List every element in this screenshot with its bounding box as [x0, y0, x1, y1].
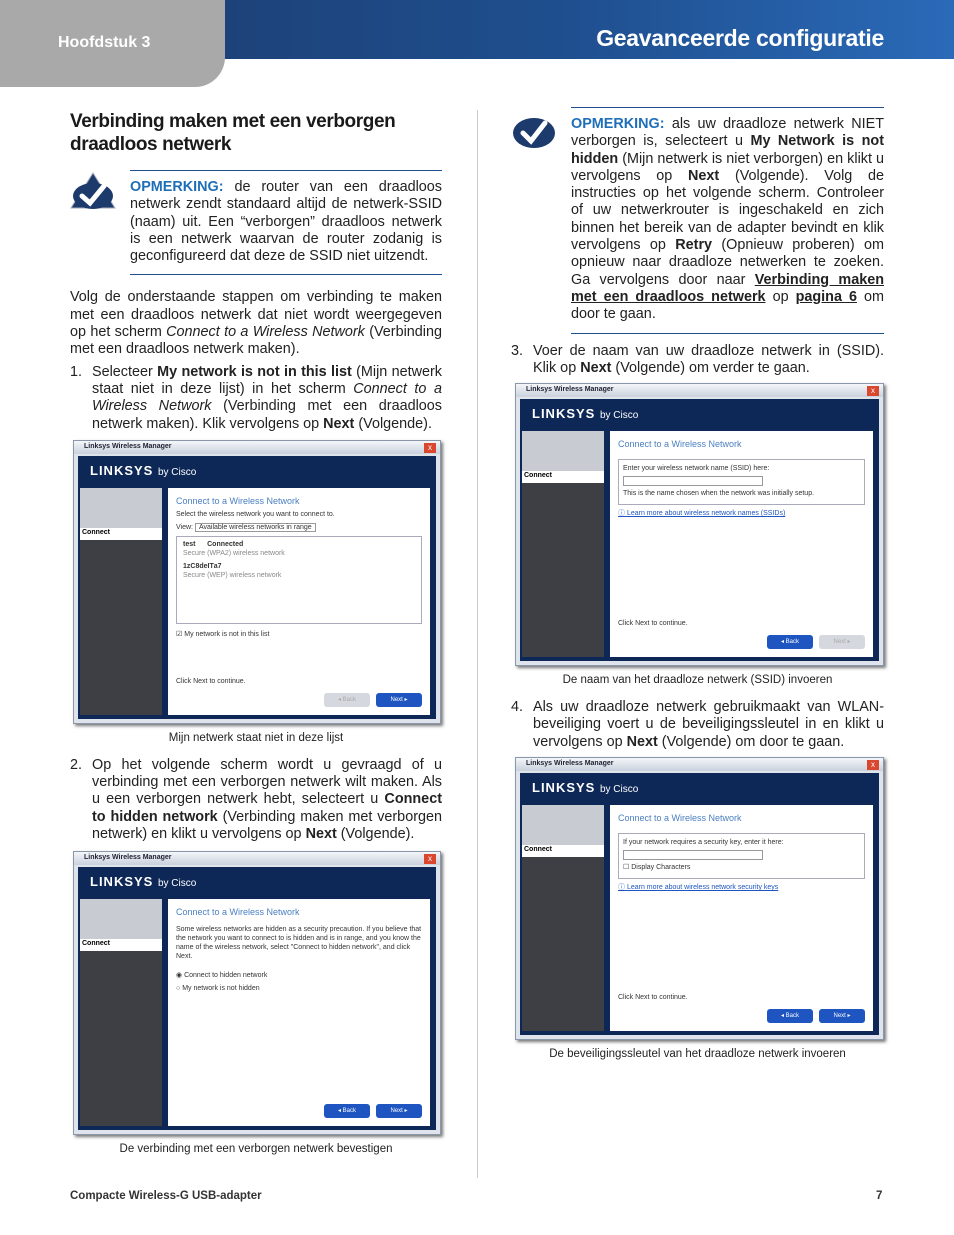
next-button[interactable]: Next ▸	[819, 1009, 865, 1023]
screen-instruction: Select the wireless network you want to connect to.	[176, 510, 335, 518]
network-security: Secure (WEP) wireless network	[183, 571, 282, 579]
window-titlebar: Linksys Wireless Manager	[74, 852, 440, 865]
note-text: (Mijn netwerk is niet verborgen) en klikt u vervolgens op	[571, 150, 884, 184]
page-title: Geavanceerde configuratie	[596, 25, 884, 51]
close-icon[interactable]: x	[867, 386, 879, 396]
step-bold: Next	[626, 733, 658, 750]
step-text: Voer de naam van uw draadloze netwerk in (SSID). Klik op	[533, 342, 884, 376]
checkmark-icon	[511, 111, 557, 149]
linksys-logo	[90, 463, 196, 478]
step-bold: Connect to hidden network	[92, 791, 442, 825]
close-icon[interactable]: x	[424, 443, 436, 453]
network-name[interactable]: 1zC8deIТa7	[183, 562, 222, 570]
intro-text-end: (Verbinding met een draadloos netwerk maken).	[70, 324, 442, 358]
screen-heading: Connect to a Wireless Network	[176, 495, 300, 506]
step-1	[70, 364, 442, 433]
step-text: (Verbinding met een draadloos netwerk maken). Klik vervolgens op	[92, 398, 442, 432]
screenshot-network-list: Linksys Wireless Manager x LINKSYS by Cisco Connect Connect to a Wireless Network Select the wireless network you want to connect to. View: Available wireless networks in range test Connected Secure (WPA2) wireless network 1zC8deIТa7 Secure (WEP) wireless network ☑ My network is not in this list Click Next to continue. ◂ Back Next ▸	[73, 440, 441, 724]
logo-text: LINKSYS	[90, 874, 154, 890]
logo-by: by Cisco	[599, 410, 639, 422]
next-button[interactable]: Next ▸	[819, 635, 865, 649]
close-icon[interactable]: x	[424, 854, 436, 864]
screen-heading: Connect to a Wireless Network	[618, 813, 742, 824]
key-label: If your network requires a security key, enter it here:	[623, 839, 784, 847]
note-text: op	[765, 288, 796, 305]
section-heading: Verbinding maken met een verborgen draadloos netwerk	[70, 111, 396, 155]
ssid-hint: This is the name chosen when the network was initially setup.	[623, 490, 815, 498]
step-text: (Volgende).	[354, 415, 432, 432]
click-next-hint: Click Next to continue.	[618, 994, 688, 1002]
step-4	[511, 699, 884, 751]
next-button[interactable]: Next ▸	[376, 693, 422, 707]
step-bold: Next	[323, 415, 355, 432]
learn-more-ssid-link[interactable]: ⓘ Learn more about wireless network names (SSIDs)	[618, 510, 786, 518]
logo-by: by Cisco	[599, 784, 639, 796]
radio-connect-hidden[interactable]: Connect to hidden network	[184, 972, 268, 980]
note-text: de router van een draadloos netwerk zendt standaard altijd de netwerk-SSID (naam) uit. Een “verborgen” draadloos netwerk is een netwerk waarvan de router zodanig is geconfigureerd dat deze de SSID niet uitzendt.	[130, 179, 442, 265]
next-button[interactable]: Next ▸	[376, 1104, 422, 1118]
note-text: (Volgende). Volg de instructies op het volgende scherm. Controleer of uw netwerkrouter is ingeschakeld en zich binnen het bereik van de adapter bevindt en klik vervolgens op	[571, 167, 884, 254]
note-bold: My Network is not hidden	[571, 133, 884, 167]
logo-by: by Cisco	[157, 878, 197, 890]
network-security: Secure (WPA2) wireless network	[183, 549, 285, 557]
right-column	[511, 100, 884, 1060]
link-text[interactable]: Learn more about wireless network security keys	[626, 884, 779, 892]
close-icon[interactable]: x	[867, 760, 879, 770]
step-text: (Mijn netwerk staat niet in deze lijst) in het scherm	[92, 363, 442, 397]
step-number: 3.	[511, 342, 524, 359]
logo-by: by Cisco	[157, 466, 197, 478]
click-next-hint: Click Next to continue.	[618, 620, 688, 628]
view-select[interactable]: Available wireless networks in range	[195, 523, 316, 532]
network-status: Connected	[207, 540, 244, 548]
note-text: (Opnieuw proberen) om opnieuw naar draadloze netwerken te zoeken. Ga vervolgens door naar	[571, 237, 884, 288]
key-input[interactable]	[623, 850, 763, 860]
note-bold: Next	[688, 167, 720, 184]
step-number: 2.	[70, 756, 83, 773]
step-bold: Next	[305, 826, 337, 843]
caption: De naam van het draadloze netwerk (SSID) invoeren	[562, 674, 833, 687]
linksys-logo	[532, 780, 638, 795]
screen-text: Some wireless networks are hidden as a security precaution. If you believe that the network you want to connect to is hidden and is in range, and you know the name of the wireless network, select "Connect to hidden network", and click Next.	[176, 926, 422, 961]
left-column	[70, 100, 442, 1155]
step-2	[70, 757, 442, 843]
radio-not-hidden[interactable]: My network is not hidden	[182, 985, 260, 993]
step-3	[511, 343, 884, 378]
window-titlebar: Linksys Wireless Manager	[516, 758, 883, 771]
note-block	[70, 170, 442, 275]
step-text: (Volgende).	[336, 826, 415, 843]
link-verbinding-maken[interactable]: Verbinding maken met een draadloos netwerk	[571, 271, 885, 305]
step-bold: My network is not in this list	[157, 363, 352, 380]
screen-heading: Connect to a Wireless Network	[618, 439, 742, 450]
sidebar-connect[interactable]: Connect	[522, 845, 604, 857]
caption: Mijn netwerk staat niet in deze lijst	[168, 731, 344, 744]
logo-text: LINKSYS	[90, 462, 154, 478]
note-text: om door te gaan.	[571, 288, 884, 323]
window-titlebar: Linksys Wireless Manager	[74, 441, 440, 454]
chapter-tab	[0, 0, 225, 87]
note-text: als uw draadloze netwerk NIET verborgen is, selecteert u	[571, 116, 884, 150]
linksys-logo	[90, 874, 196, 889]
not-in-list-checkbox[interactable]: My network is not in this list	[184, 630, 270, 638]
screenshot-security-key	[515, 757, 884, 1040]
back-button[interactable]: ◂ Back	[767, 635, 813, 649]
screen-heading: Connect to a Wireless Network	[176, 907, 300, 918]
window-titlebar: Linksys Wireless Manager	[516, 384, 883, 397]
footer-product: Compacte Wireless-G USB-adapter	[70, 1190, 262, 1202]
link-text[interactable]: Learn more about wireless network names (SSIDs)	[626, 510, 786, 518]
intro-italic: Connect to a Wireless Network	[166, 324, 365, 341]
step-text: Selecteer	[92, 363, 158, 380]
caption: De beveiligingssleutel van het draadloze netwerk invoeren	[549, 1048, 846, 1061]
ssid-box	[618, 459, 865, 505]
step-number: 4.	[511, 699, 524, 716]
caption: De verbinding met een verborgen netwerk bevestigen	[119, 1143, 393, 1156]
page-number: 7	[876, 1190, 883, 1202]
screenshot-hidden-network: Linksys Wireless Manager x LINKSYS by Cisco Connect Connect to a Wireless Network Some wireless networks are hidden as a security precaution. If you believe that the network you want to connect to is hidden and is in range, and you know the name of the wireless network, select "Connect to hidden network", and click Next. ◉ Connect to hidden network ○ My network is not hidden ◂ Back Next ▸	[73, 851, 441, 1135]
sidebar-connect[interactable]: Connect	[522, 471, 604, 483]
step-text: Als uw draadloze netwerk gebruikmaakt van WLAN-beveiliging voert u de beveiligingssleutel in en klikt u vervolgens op	[533, 699, 884, 750]
sidebar-connect[interactable]: Connect	[80, 528, 162, 540]
step-number: 1.	[70, 363, 83, 380]
learn-more-key-link[interactable]: ⓘ Learn more about wireless network security keys	[618, 884, 779, 892]
network-name[interactable]: test	[183, 540, 196, 548]
ssid-label: Enter your wireless network name (SSID) here:	[623, 465, 770, 473]
click-next-hint: Click Next to continue.	[176, 677, 246, 685]
link-pagina-6[interactable]: pagina 6	[795, 288, 857, 305]
step-text: (Volgende) om door te gaan.	[657, 733, 845, 750]
step-text: (Volgende) om verder te gaan.	[611, 359, 810, 376]
network-list	[176, 536, 422, 624]
back-button[interactable]: ◂ Back	[324, 1104, 370, 1118]
intro-paragraph	[70, 289, 442, 358]
logo-text: LINKSYS	[532, 780, 596, 796]
checkmark-icon	[70, 172, 116, 210]
step-bold: Next	[580, 359, 612, 376]
note-bold: Retry	[675, 237, 713, 254]
view-label: View:	[176, 523, 193, 531]
intro-text: Volg de onderstaande stappen om verbinding te maken met een draadloos netwerk dat niet wordt weergegeven op het scherm	[70, 289, 442, 341]
note-label: OPMERKING:	[571, 116, 665, 132]
ssid-input[interactable]	[623, 476, 763, 486]
display-characters-checkbox[interactable]: Display Characters	[631, 864, 691, 872]
column-divider	[477, 110, 478, 1178]
key-box: If your network requires a security key, enter it here: ☐ Display Characters	[618, 833, 865, 879]
step-italic: Connect to a Wireless Network	[92, 380, 442, 415]
chapter-label: Hoofdstuk 3	[58, 34, 151, 51]
note-label: OPMERKING:	[130, 179, 224, 195]
note-block	[511, 107, 884, 334]
step-text: (Verbinding maken met verborgen netwerk) en klikt u vervolgens op	[92, 808, 442, 843]
logo-text: LINKSYS	[532, 406, 596, 422]
step-text: Op het volgende scherm wordt u gevraagd of u verbinding met een verborgen netwerk wilt maken. Als u een verborgen netwerk hebt, selecteert u	[92, 756, 442, 808]
linksys-logo	[532, 406, 638, 421]
back-button[interactable]: ◂ Back	[767, 1009, 813, 1023]
back-button[interactable]: ◂ Back	[324, 693, 370, 707]
sidebar-connect[interactable]: Connect	[80, 939, 162, 951]
screenshot-ssid	[515, 383, 884, 666]
